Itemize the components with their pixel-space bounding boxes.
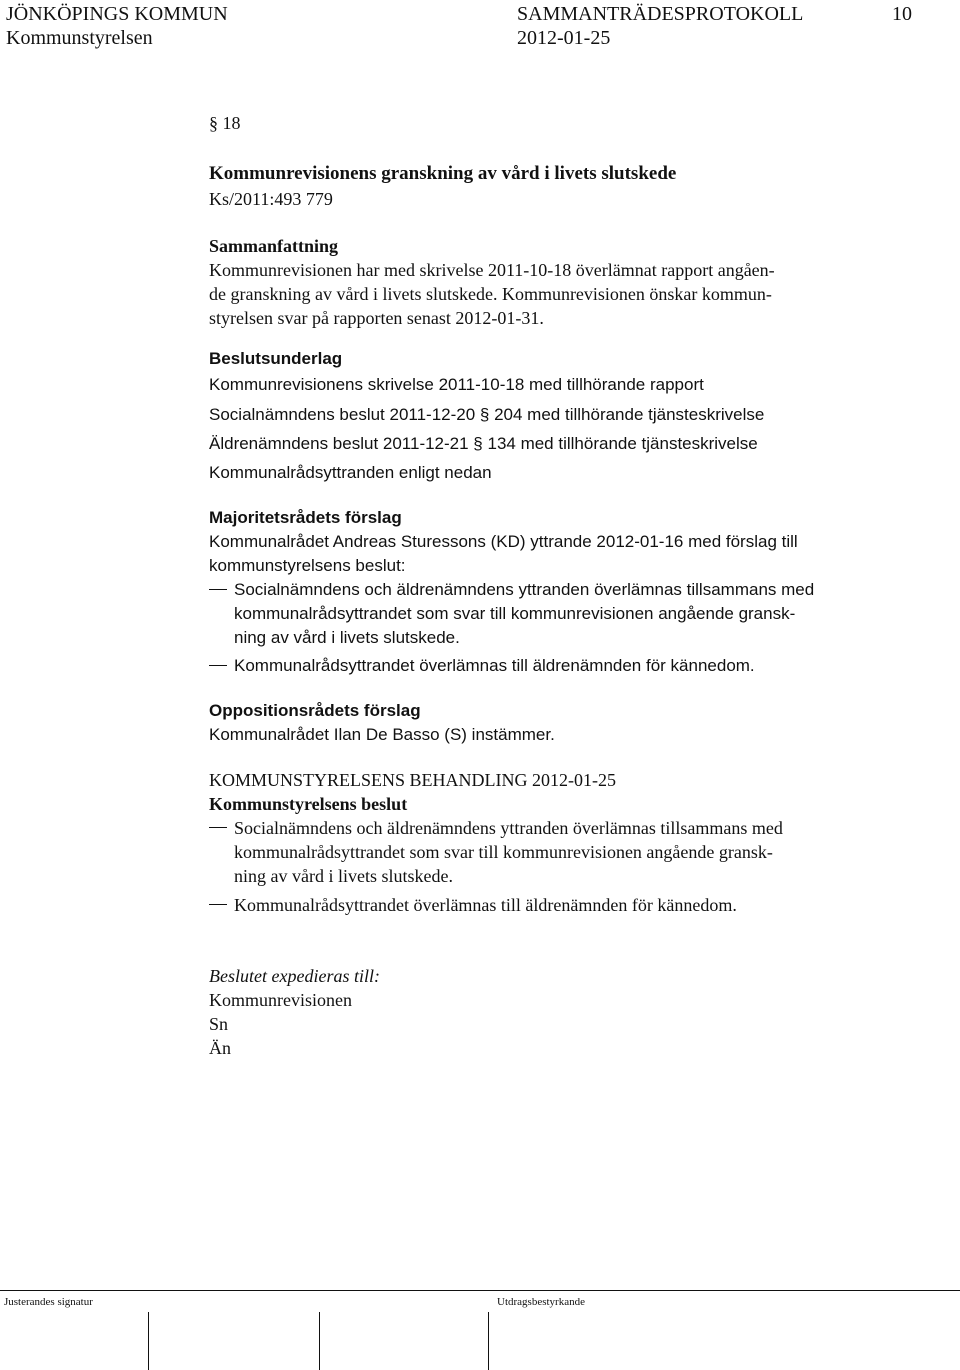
decision-bullet-line: Socialnämndens och äldrenämndens yttranden överlämnas tillsammans med [234,818,783,838]
municipality-name: JÖNKÖPINGS KOMMUN [6,3,228,25]
majority-intro: kommunstyrelsens beslut: [209,556,406,575]
bullet-dash [209,904,227,905]
summary-heading: Sammanfattning [209,236,339,256]
summary-line: Kommunrevisionen har med skrivelse 2011-10-18 överlämnat rapport angåen- [209,260,775,280]
bullet-dash [209,827,227,828]
basis-item: Socialnämndens beslut 2011-12-20 § 204 med tillhörande tjänsteskrivelse [209,405,765,424]
opposition-heading: Oppositionsrådets förslag [209,701,421,720]
adjuster-signature-label: Justerandes signatur [4,1296,93,1308]
bullet-dash [209,589,227,590]
dispatch-recipient: Än [209,1038,231,1058]
summary-line: de granskning av vård i livets slutskede. Kommunrevisionen önskar kommun- [209,284,772,304]
bullet-dash [209,665,227,666]
basis-item: Kommunrevisionens skrivelse 2011-10-18 med tillhörande rapport [209,375,704,394]
majority-bullet-line: kommunalrådsyttrandet som svar till kommunrevisionen angående gransk- [234,604,796,623]
signature-box-divider [488,1312,489,1370]
dispatch-recipient: Kommunrevisionen [209,990,352,1010]
treatment-heading: KOMMUNSTYRELSENS BEHANDLING 2012-01-25 [209,770,616,790]
majority-bullet-line: ning av vård i livets slutskede. [234,628,460,647]
protocol-type: SAMMANTRÄDESPROTOKOLL [517,3,804,25]
opposition-text: Kommunalrådet Ilan De Basso (S) instämmer. [209,725,555,744]
dispatch-recipient: Sn [209,1014,229,1034]
majority-bullet-line: Kommunalrådsyttrandet överlämnas till äldrenämnden för kännedom. [234,656,755,675]
signature-box-divider [319,1312,320,1370]
footer-rule [0,1290,960,1291]
dispatch-heading: Beslutet expedieras till: [209,966,380,986]
decision-bullet-line: kommunalrådsyttrandet som svar till kommunrevisionen angående gransk- [234,842,773,862]
majority-bullet-line: Socialnämndens och äldrenämndens yttranden överlämnas tillsammans med [234,580,815,599]
decision-bullet-line: ning av vård i livets slutskede. [234,866,453,886]
section-title: Kommunrevisionens granskning av vård i livets slutskede [209,163,677,184]
basis-heading: Beslutsunderlag [209,349,343,368]
signature-box-divider [148,1312,149,1370]
signature-footer [0,1290,960,1370]
committee-name: Kommunstyrelsen [6,27,153,49]
case-number: Ks/2011:493 779 [209,189,333,209]
page-number: 10 [892,3,912,25]
decision-heading: Kommunstyrelsens beslut [209,794,408,814]
basis-item: Äldrenämndens beslut 2011-12-21 § 134 med tillhörande tjänsteskrivelse [209,434,758,453]
majority-intro: Kommunalrådet Andreas Sturessons (KD) yttrande 2012-01-16 med förslag till [209,532,798,551]
summary-line: styrelsen svar på rapporten senast 2012-01-31. [209,308,544,328]
majority-heading: Majoritetsrådets förslag [209,508,402,527]
extract-certification-label: Utdragsbestyrkande [497,1296,585,1308]
paragraph-number: § 18 [209,113,241,133]
basis-item: Kommunalrådsyttranden enligt nedan [209,463,492,482]
meeting-date: 2012-01-25 [517,27,611,49]
decision-bullet-line: Kommunalrådsyttrandet överlämnas till äldrenämnden för kännedom. [234,895,737,915]
